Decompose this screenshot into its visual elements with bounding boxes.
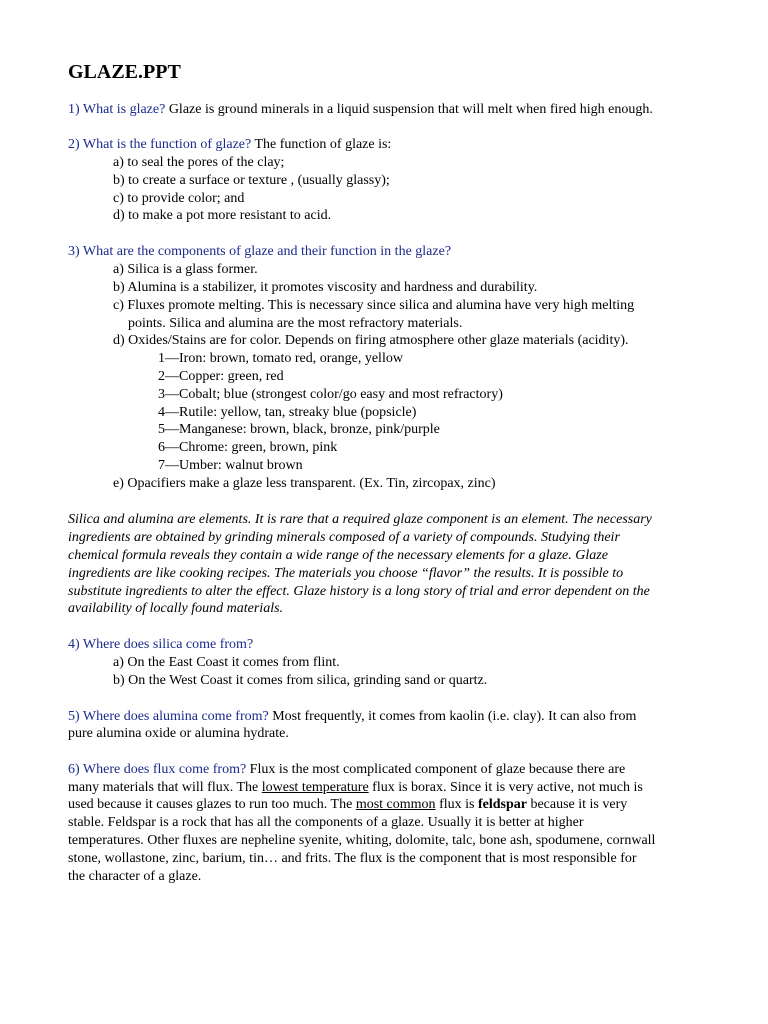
question-2-line [68,136,391,153]
list-item: b) to create a surface or texture , (usually glassy); [113,173,390,188]
paragraph-line: stone, wollastone, zinc, barium, tin… and frits. The flux is the component that is most responsible for [68,851,637,866]
answer-1: Glaze is ground minerals in a liquid suspension that will melt when fired high enough. [165,102,653,117]
question-5-line [68,708,636,725]
oxide-item: 2—Copper: green, red [158,369,284,384]
list-item: a) Silica is a glass former. [113,262,258,277]
text-run: flux is borax. Since it is very active, not much is [368,780,643,795]
oxide-item: 3—Cobalt; blue (strongest color/go easy and most refractory) [158,387,503,402]
oxide-item: 1—Iron: brown, tomato red, orange, yellow [158,351,403,366]
answer-2: The function of glaze is: [251,137,392,152]
answer-5: Most frequently, it comes from kaolin (i.e. clay). It can also from [268,709,637,724]
list-item: c) to provide color; and [113,191,245,206]
note-line: ingredients are like cooking recipes. The materials you choose “flavor” the results. It is possible to [68,566,624,581]
note-line: Silica and alumina are elements. It is rare that a required glaze component is an element. The necessary [68,512,652,527]
page-title: GLAZE.PPT [68,61,181,83]
text-run: flux is [435,797,478,812]
list-item: b) On the West Coast it comes from silica, grinding sand or quartz. [113,673,488,688]
list-item-continuation: points. Silica and alumina are the most refractory materials. [128,316,463,331]
question-6: 6) Where does flux come from? [68,762,247,777]
most-common-underlined: most common [355,797,436,812]
note-line: chemical formula reveals they contain a wide range of the necessary elements for a glaze. Glaze [68,548,608,563]
oxide-item: 4—Rutile: yellow, tan, streaky blue (popsicle) [158,405,417,420]
paragraph-line: the character of a glaze. [68,869,202,884]
text-run: because it is very [526,797,628,812]
note-line: ingredients are obtained by grinding minerals composed of a variety of compounds. Studying their [68,530,620,545]
paragraph-line: temperatures. Other fluxes are nepheline syenite, whiting, dolomite, talc, bone ash, spodumene, cornwall [68,833,656,848]
answer-5-continuation: pure alumina oxide or alumina hydrate. [68,726,289,741]
feldspar-bold: feldspar [477,797,527,812]
list-item: d) to make a pot more resistant to acid. [113,208,332,223]
list-item: c) Fluxes promote melting. This is necessary since silica and alumina have very high melting [113,298,635,313]
text-run: used because it causes glazes to run too much. The [68,797,356,812]
oxide-item: 7—Umber: walnut brown [158,458,303,473]
question-6-line [68,761,625,778]
list-item: b) Alumina is a stabilizer, it promotes viscosity and hardness and durability. [113,280,538,295]
paragraph-line [68,796,627,813]
text-run: many materials that will flux. The [68,780,262,795]
paragraph-line [68,779,643,796]
question-1-line [68,101,653,118]
question-2: 2) What is the function of glaze? [68,137,252,152]
paragraph-line: stable. Feldspar is a rock that has all the components of a glaze. Usually it is better at higher [68,815,584,830]
oxide-item: 6—Chrome: green, brown, pink [158,440,338,455]
question-3: 3) What are the components of glaze and their function in the glaze? [68,244,452,259]
question-1: 1) What is glaze? [68,102,166,117]
answer-6: Flux is the most complicated component of glaze because there are [246,762,626,777]
oxide-item: 5—Manganese: brown, black, bronze, pink/purple [158,422,440,437]
question-5: 5) Where does alumina come from? [68,709,269,724]
lowest-temperature-underlined: lowest temperature [261,780,369,795]
note-line: availability of locally found materials. [68,601,284,616]
question-4: 4) Where does silica come from? [68,637,254,652]
list-item: a) On the East Coast it comes from flint. [113,655,340,670]
list-item: e) Opacifiers make a glaze less transparent. (Ex. Tin, zircopax, zinc) [113,476,496,491]
list-item: d) Oxides/Stains are for color. Depends on firing atmosphere other glaze materials (acidity). [113,333,629,348]
note-line: substitute ingredients to alter the effect. Glaze history is a long story of trial and error dependent on the [68,584,650,599]
list-item: a) to seal the pores of the clay; [113,155,285,170]
